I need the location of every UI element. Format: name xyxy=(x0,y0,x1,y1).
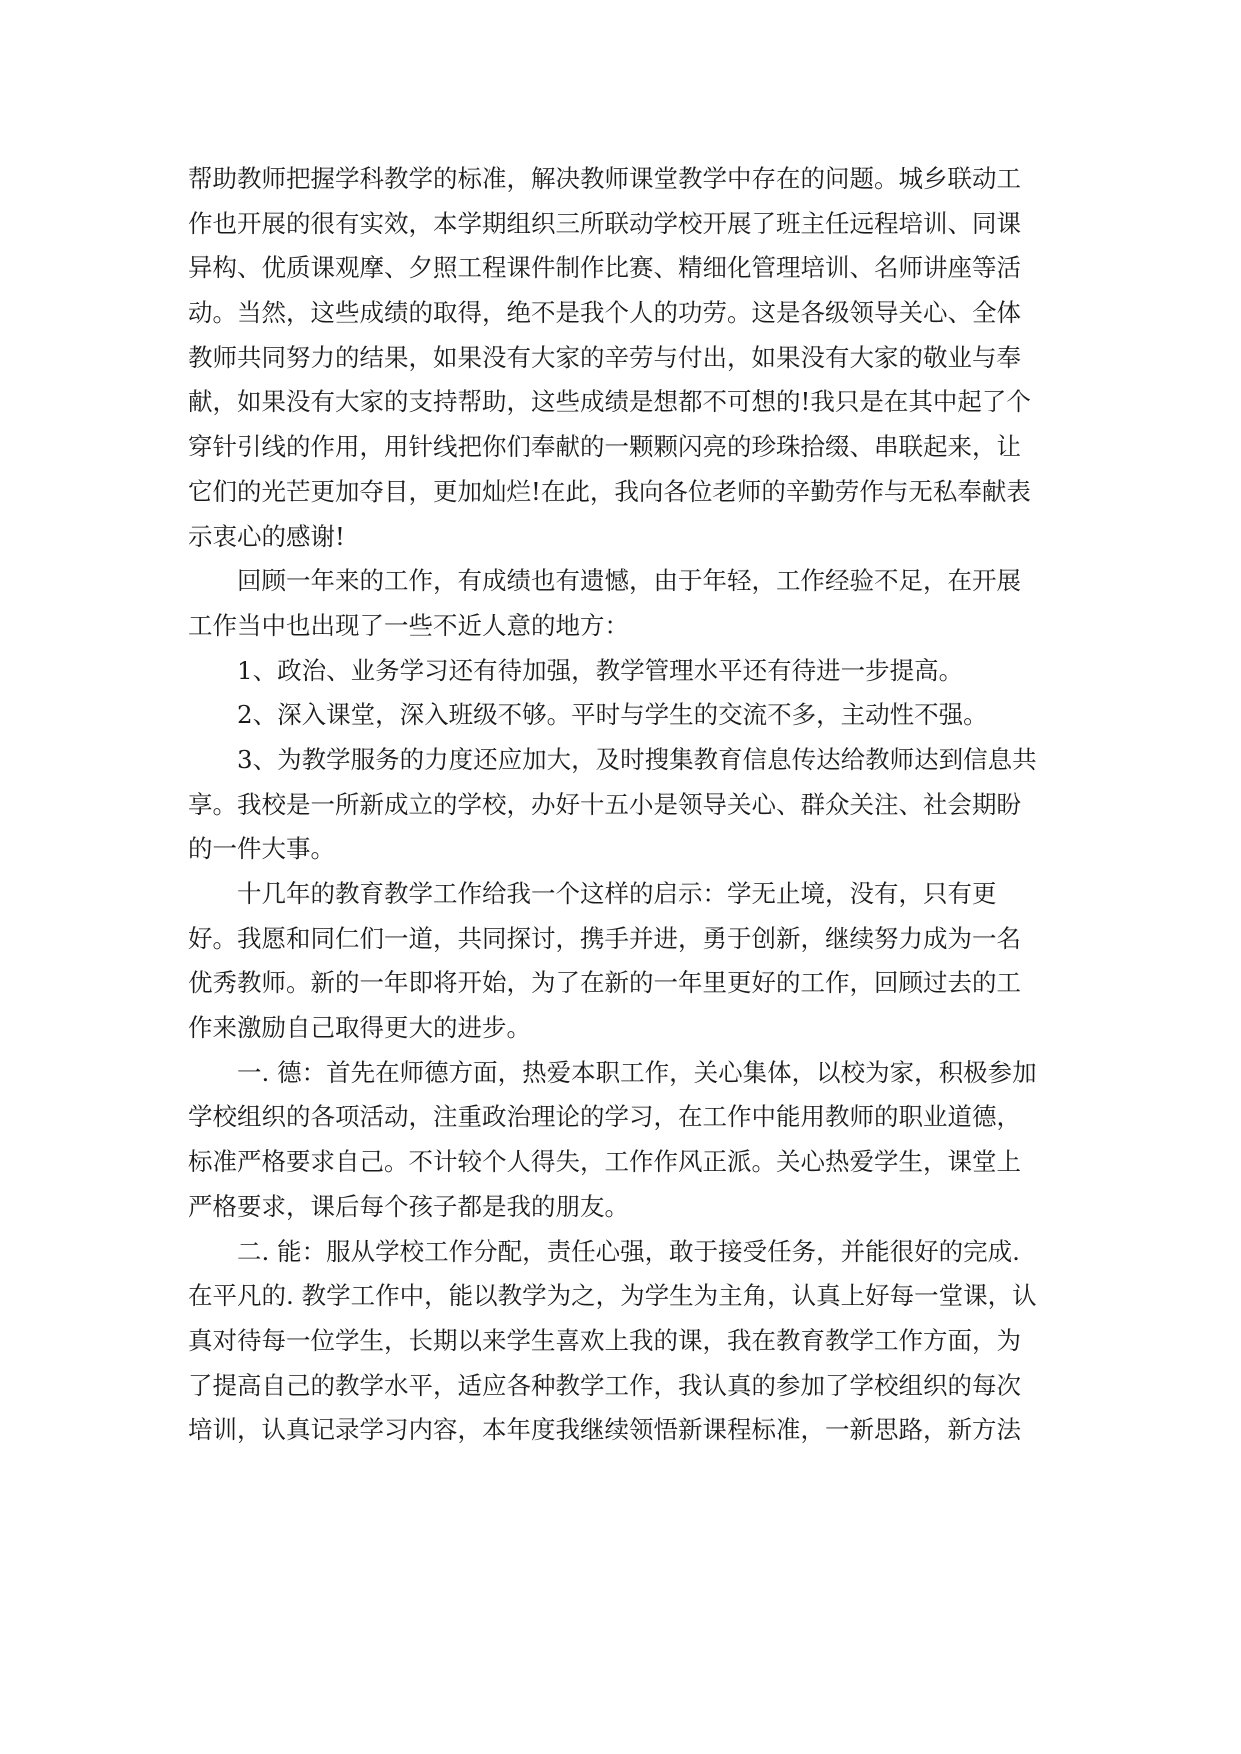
text-line: 异构、优质课观摩、夕照工程课件制作比赛、精细化管理培训、名师讲座等活 xyxy=(188,253,1021,283)
text-line: 示衷心的感谢! xyxy=(188,521,345,551)
text-line: 在平凡的. 教学工作中，能以教学为之，为学生为主角，认真上好每一堂课，认 xyxy=(188,1281,1037,1311)
text-line: 一. 德：首先在师德方面，热爱本职工作，关心集体，以校为家，积极参加 xyxy=(237,1057,1037,1087)
document-body xyxy=(188,157,1054,1453)
text-line: 作也开展的很有实效，本学期组织三所联动学校开展了班主任远程培训、同课 xyxy=(188,208,1021,238)
text-line: 2、深入课堂，深入班级不够。平时与学生的交流不多，主动性不强。 xyxy=(237,700,988,730)
text-line: 1、政治、业务学习还有待加强，教学管理水平还有待进一步提高。 xyxy=(237,655,964,685)
text-line: 献，如果没有大家的支持帮助，这些成绩是想都不可想的!我只是在其中起了个 xyxy=(188,387,1031,417)
text-line: 享。我校是一所新成立的学校，办好十五小是领导关心、群众关注、社会期盼 xyxy=(188,789,1021,819)
text-line: 真对待每一位学生，长期以来学生喜欢上我的课，我在教育教学工作方面，为 xyxy=(188,1325,1021,1355)
text-line: 培训，认真记录学习内容，本年度我继续领悟新课程标准，一新思路，新方法 xyxy=(188,1415,1021,1445)
text-line: 严格要求，课后每个孩子都是我的朋友。 xyxy=(188,1191,629,1221)
text-line: 优秀教师。新的一年即将开始，为了在新的一年里更好的工作，回顾过去的工 xyxy=(188,968,1021,998)
text-line: 好。我愿和同仁们一道，共同探讨，携手并进，勇于创新，继续努力成为一名 xyxy=(188,923,1021,953)
text-line: 学校组织的各项活动，注重政治理论的学习，在工作中能用教师的职业道德， xyxy=(188,1102,1021,1132)
text-line: 教师共同努力的结果，如果没有大家的辛劳与付出，如果没有大家的敬业与奉 xyxy=(188,342,1021,372)
text-line: 穿针引线的作用，用针线把你们奉献的一颗颗闪亮的珍珠拾缀、串联起来，让 xyxy=(188,432,1021,462)
text-line: 它们的光芒更加夺目，更加灿烂!在此，我向各位老师的辛勤劳作与无私奉献表 xyxy=(188,476,1031,506)
text-line: 二. 能：服从学校工作分配，责任心强，敢于接受任务，并能很好的完成. xyxy=(237,1236,1020,1266)
text-line: 标准严格要求自己。不计较个人得失，工作作风正派。关心热爱学生，课堂上 xyxy=(188,1147,1021,1177)
text-line: 回顾一年来的工作，有成绩也有遗憾，由于年轻，工作经验不足，在开展 xyxy=(237,566,1021,596)
text-line: 作来激励自己取得更大的进步。 xyxy=(188,1013,531,1043)
text-line: 的一件大事。 xyxy=(188,834,335,864)
text-line: 3、为教学服务的力度还应加大，及时搜集教育信息传达给教师达到信息共 xyxy=(237,744,1037,774)
text-line: 工作当中也出现了一些不近人意的地方： xyxy=(188,610,629,640)
text-line: 了提高自己的教学水平，适应各种教学工作，我认真的参加了学校组织的每次 xyxy=(188,1370,1021,1400)
text-line: 动。当然，这些成绩的取得，绝不是我个人的功劳。这是各级领导关心、全体 xyxy=(188,298,1021,328)
text-line: 十几年的教育教学工作给我一个这样的启示：学无止境，没有，只有更 xyxy=(237,879,997,908)
text-line: 帮助教师把握学科教学的标准，解决教师课堂教学中存在的问题。城乡联动工 xyxy=(188,164,1021,193)
